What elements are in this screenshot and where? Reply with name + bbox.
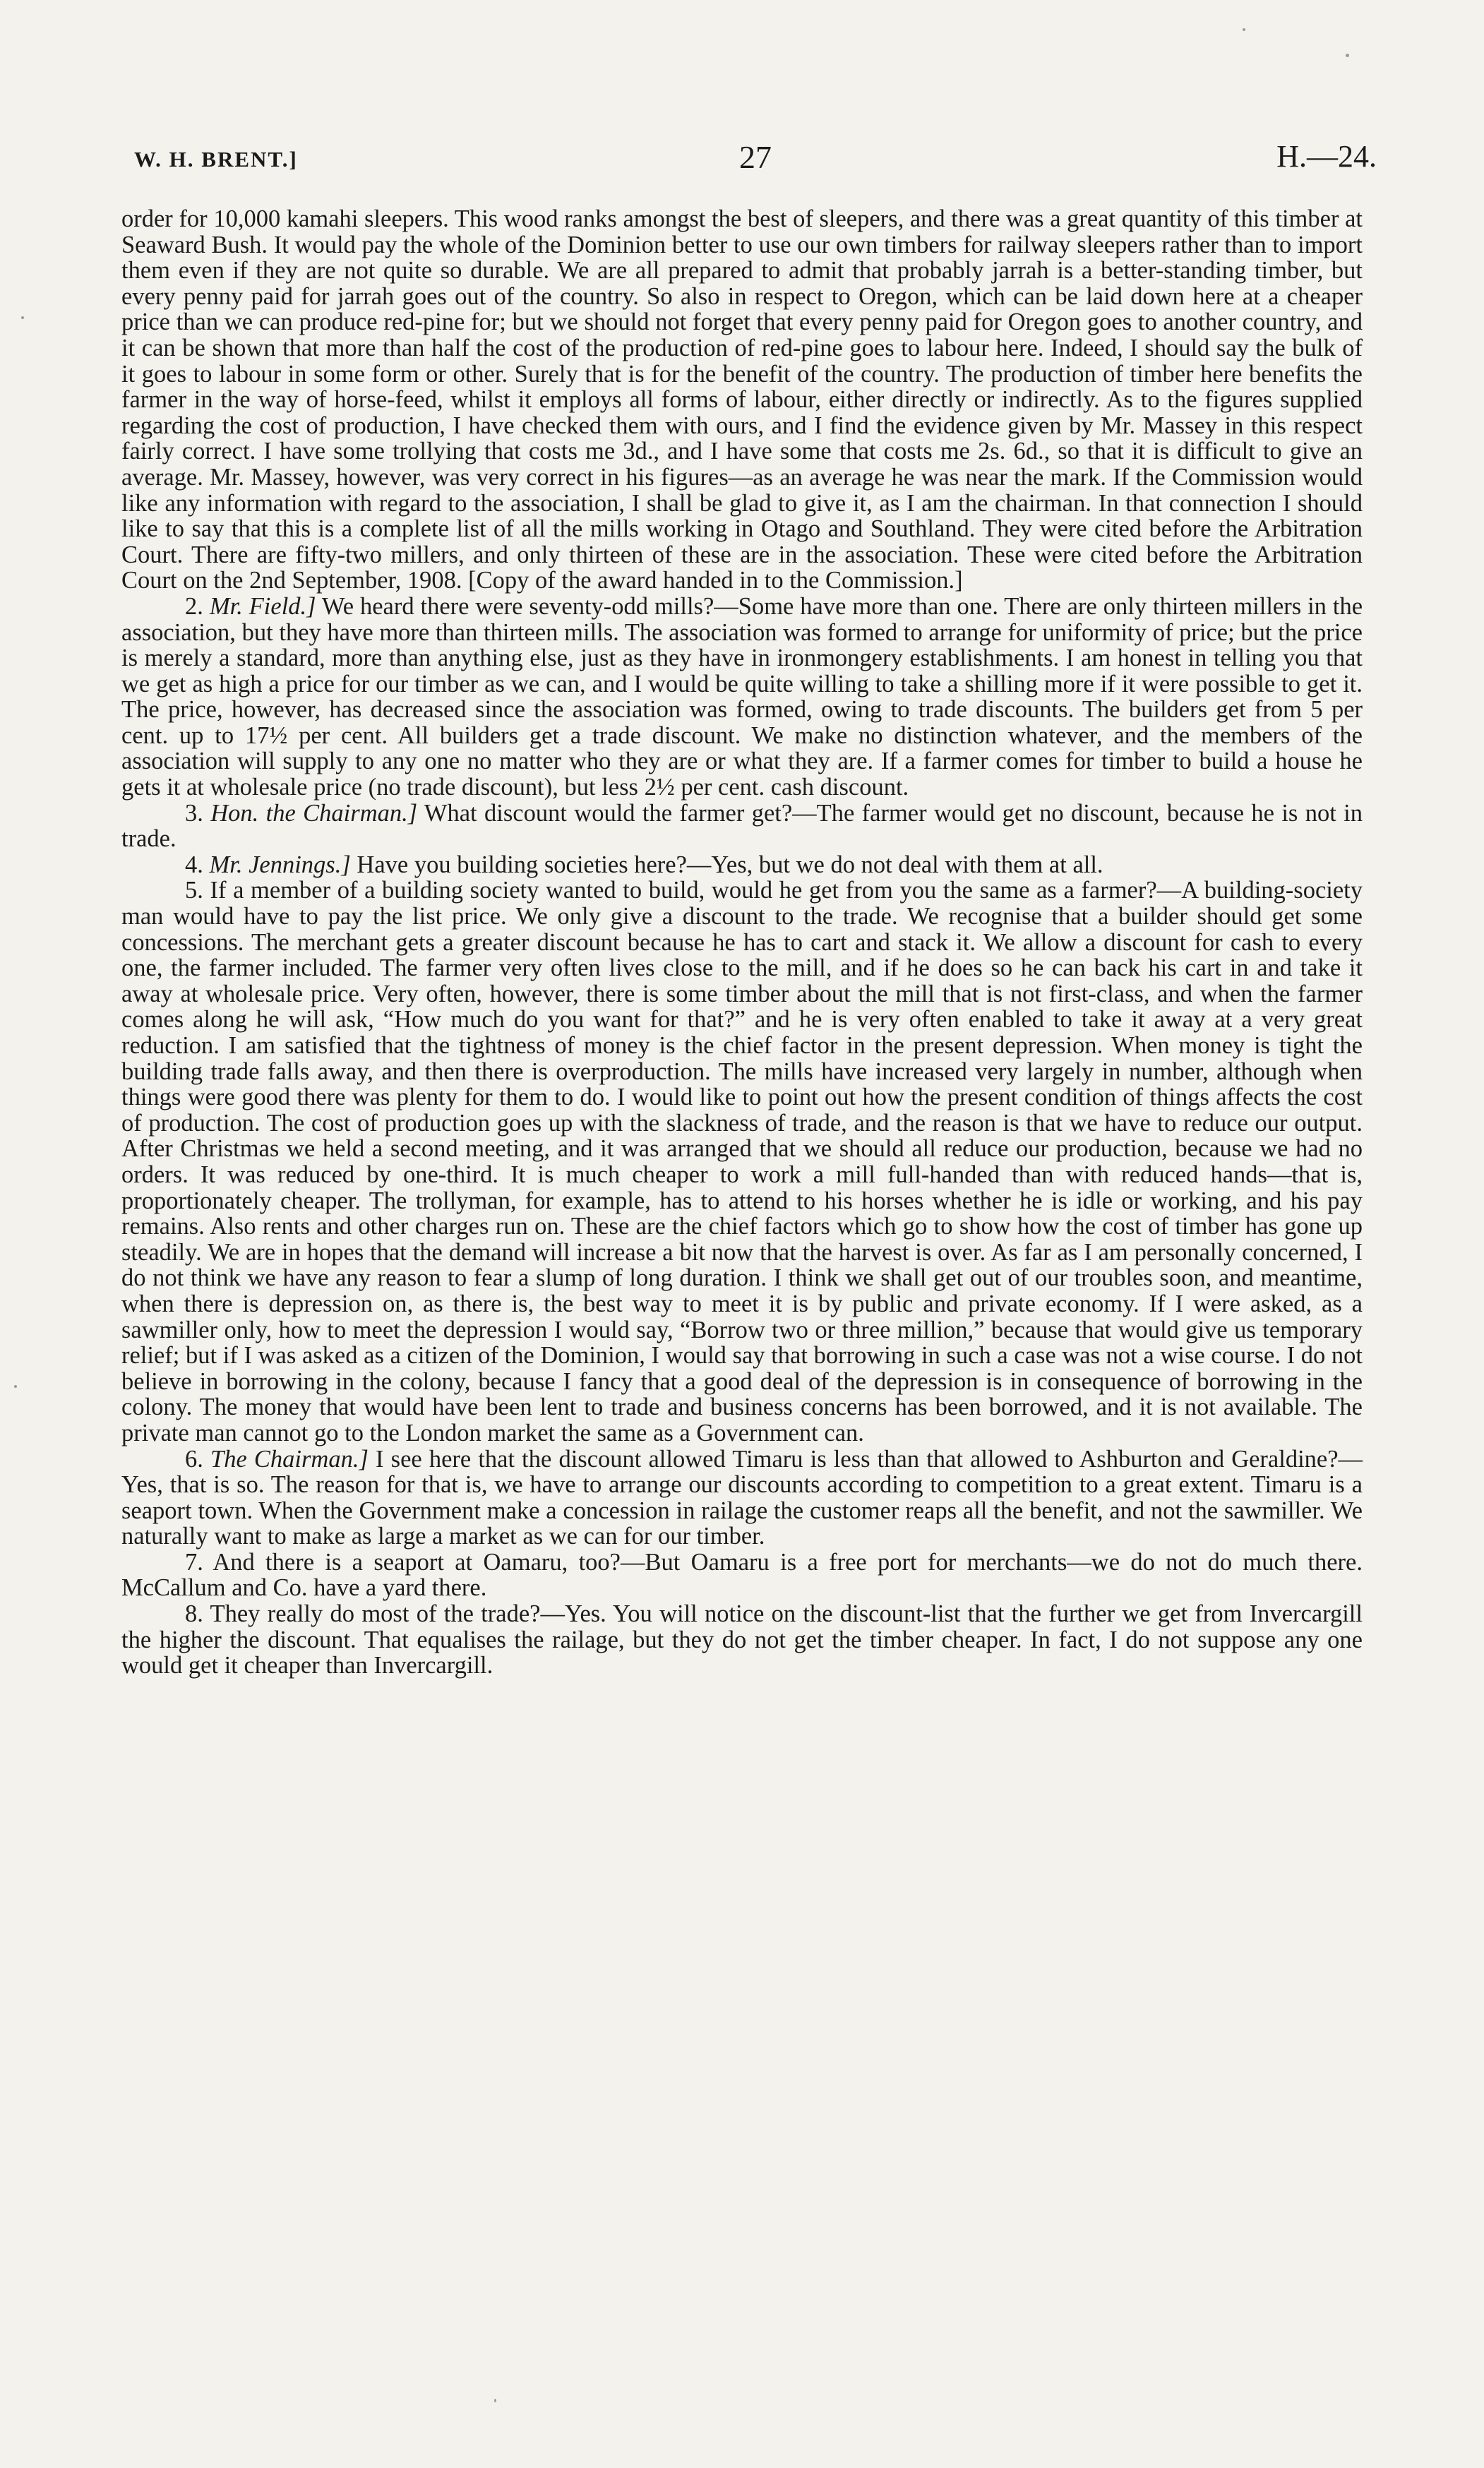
paragraph-3 [121, 801, 1363, 852]
page-number: 27 [739, 139, 772, 175]
paragraph-text: We heard there were seventy-odd mills?—Some have more than one. There are only thirteen millers in the association, but they have more than thirteen mills. The association was formed to arrange for uniformity of price; but the price is merely a standard, more than anything else, just as they have in ironmongery establishments. I am honest in telling you that we get as high a price for our timber as we can, and I would be quite willing to take a shilling more if it were possible to get it. The price, however, has decreased since the association was formed, owing to trade discounts. The builders get from 5 per cent. up to 17½ per cent. All builders get a trade discount. We make no distinction whatever, and the members of the association will supply to any one no matter who they are or what they are. If a farmer comes for timber to build a house he gets it at wholesale price (no trade discount), but less 2½ per cent. cash discount. [121, 592, 1363, 801]
scan-speck [1243, 28, 1245, 31]
paragraph-1 [121, 206, 1363, 594]
scan-speck [14, 1385, 17, 1388]
document-code: H.—24. [1276, 139, 1377, 174]
paragraph-7 [121, 1550, 1363, 1601]
paragraph-text: And there is a seaport at Oamaru, too?—But Oamaru is a free port for merchants—we do not do much there. McCallum and Co. have a yard there. [121, 1548, 1363, 1602]
question-number: 3. [185, 799, 203, 827]
paragraph-text: Have you building societies here?—Yes, but we do not deal with them at all. [357, 851, 1103, 878]
speaker-name: Mr. Jennings.] [209, 851, 351, 878]
witness-name: W. H. BRENT.] [134, 147, 298, 172]
paragraph-4 [121, 852, 1363, 878]
page-header [134, 138, 1377, 188]
paragraph-text: If a member of a building society wanted to build, would he get from you the same as a farmer?—A building-society man would have to pay the list price. We only give a discount to the trade. We recognise that a builder should get some concessions. The merchant gets a greater discount because he has to cart and stack it. We allow a discount for cash to every one, the farmer included. The farmer very often lives close to the mill, and if he does so he can back his cart in and take it away at wholesale price. Very often, however, there is some timber about the mill that is not first-class, and when the farmer comes along he will ask, “How much do you want for that?” and he is very often enabled to take it away at a very great reduction. I am satisfied that the tightness of money is the chief factor in the present depression. When money is tight the building trade falls away, and then there is overproduction. The mills have increased very largely in number, although when things were good there was plenty for them to do. I would like to point out how the present condition of things affects the cost of production. The cost of production goes up with the slackness of trade, and the reason is that we have to reduce our output. After Christmas we held a second meeting, and it was arranged that we should all reduce our production, because we had no orders. It was reduced by one-third. It is much cheaper to work a mill full-handed than with reduced hands—that is, proportionately cheaper. The trollyman, for example, has to attend to his horses whether he is idle or working, and his pay remains. Also rents and other charges run on. These are the chief factors which go to show how the cost of timber has gone up steadily. We are in hopes that the demand will increase a bit now that the harvest is over. As far as I am personally concerned, I do not think we have any reason to fear a slump of long duration. I think we shall get out of our troubles soon, and meantime, when there is depression on, as there is, the best way to meet it is by public and private economy. If I were asked, as a sawmiller only, how to meet the depression I would say, “Borrow two or three million,” because that would give us temporary relief; but if I was asked as a citizen of the Dominion, I would say that borrowing in such a case was not a wise course. I do not believe in borrowing in the colony, because I fancy that a good deal of the depression is in consequence of borrowing in the colony. The money that would have been lent to trade and business concerns has been borrowed, and it is not available. The private man cannot go to the London market the same as a Government can. [121, 877, 1363, 1446]
question-number: 2. [185, 592, 203, 620]
paragraph-6 [121, 1446, 1363, 1550]
paragraph-2 [121, 594, 1363, 801]
question-number: 5. [185, 877, 203, 904]
scan-speck [1346, 54, 1349, 57]
question-number: 6. [185, 1445, 203, 1473]
speaker-name: Mr. Field.] [209, 592, 316, 620]
paragraph-8 [121, 1601, 1363, 1679]
paragraph-text: I see here that the discount allowed Timaru is less than that allowed to Ashburton and Geraldine?—Yes, that is so. The reason for that is, we have to arrange our discounts according to competition to a great extent. Timaru is a seaport town. When the Government make a concession in railage the customer reaps all the benefit, and not the sawmiller. We naturally want to make as large a market as we can for our timber. [121, 1445, 1363, 1550]
paragraph-text: They really do most of the trade?—Yes. You will notice on the discount-list that the further we get from Invercargill the higher the discount. That equalises the railage, but they do not get the timber cheaper. In fact, I do not suppose any one would get it cheaper than Invercargill. [121, 1600, 1363, 1679]
scan-speck [21, 316, 24, 319]
body-text [121, 206, 1363, 1679]
question-number: 7. [185, 1548, 203, 1576]
speaker-name: Hon. the Chairman.] [210, 799, 418, 827]
paragraph-5 [121, 877, 1363, 1446]
paragraph-text: order for 10,000 kamahi sleepers. This wood ranks amongst the best of sleepers, and there was a great quantity of this timber at Seaward Bush. It would pay the whole of the Dominion better to use our own timbers for railway sleepers rather than to import them even if they are not quite so durable. We are all prepared to admit that probably jarrah is a better-standing timber, but every penny paid for jarrah goes out of the country. So also in respect to Oregon, which can be laid down here at a cheaper price than we can produce red-pine for; but we should not forget that every penny paid for Oregon goes to another country, and it can be shown that more than half the cost of the production of red-pine goes to labour here. Indeed, I should say the bulk of it goes to labour in some form or other. Surely that is for the benefit of the country. The production of timber here benefits the farmer in the way of horse-feed, whilst it employs all forms of labour, either directly or indirectly. As to the figures supplied regarding the cost of production, I have checked them with ours, and I find the evidence given by Mr. Massey in this respect fairly correct. I have some trollying that costs me 3d., and I have some that costs me 2s. 6d., so that it is difficult to give an average. Mr. Massey, however, was very correct in his figures—as an average he was near the mark. If the Commission would like any information with regard to the association, I shall be glad to give it, as I am the chairman. In that connection I should like to say that this is a complete list of all the mills working in Otago and Southland. They were cited before the Arbitration Court. There are fifty-two millers, and only thirteen of these are in the association. These were cited before the Arbitration Court on the 2nd September, 1908. [Copy of the award handed in to the Commission.] [121, 205, 1363, 594]
scan-speck [494, 2399, 496, 2402]
paragraph-text: What discount would the farmer get?—The farmer would get no discount, because he is not in trade. [121, 799, 1363, 853]
question-number: 4. [185, 851, 203, 878]
question-number: 8. [185, 1600, 203, 1628]
speaker-name: The Chairman.] [210, 1445, 369, 1473]
